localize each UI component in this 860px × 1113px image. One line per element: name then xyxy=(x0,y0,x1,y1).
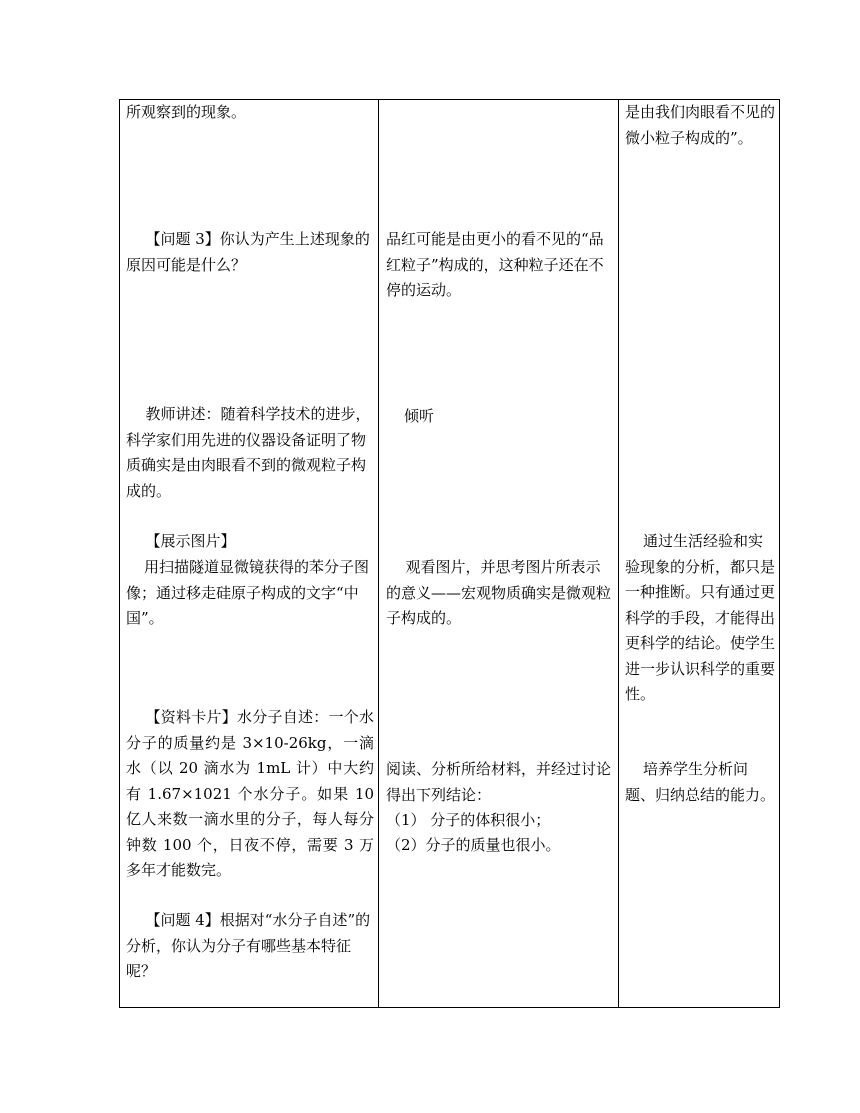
intent-middle: 通过生活经验和实验现象的分析，都只是一种推断。只有通过更科学的手段，才能得出更科学的结论。使学生进一步认识科学的重要性。 xyxy=(625,532,776,703)
show-picture-title: 【展示图片】 xyxy=(145,532,236,550)
intent-bottom: 培养学生分析问题、归纳总结的能力。 xyxy=(625,760,776,804)
column-divider-2 xyxy=(618,99,619,1008)
intent-top: 是由我们肉眼看不见的微小粒子构成的”。 xyxy=(625,103,776,147)
conclusion-2: （2）分子的质量也很小。 xyxy=(386,836,561,854)
question-4: 【问题 4】根据对“水分子自述”的分析，你认为分子有哪些基本特征呢？ xyxy=(126,911,371,980)
observe-text: 所观察到的现象。 xyxy=(126,103,247,121)
observe-picture-text: 观看图片，并思考图片所表示的意义——宏观物质确实是微观粒子构成的。 xyxy=(386,558,612,627)
column-divider-1 xyxy=(378,99,379,1008)
show-picture-body: 用扫描隧道显微镜获得的苯分子图像；通过移走硅原子构成的文字“中国”。 xyxy=(126,558,370,627)
teacher-narration: 教师讲述：随着科学技术的进步，科学家们用先进的仪器设备证明了物质确实是由肉眼看不到的微观粒子构成的。 xyxy=(126,405,371,500)
conclusion-1: （1） 分子的体积很小； xyxy=(386,811,551,829)
read-analyze-text: 阅读、分析所给材料，并经过讨论得出下列结论： xyxy=(386,760,612,804)
question-3: 【问题 3】你认为产生上述现象的原因可能是什么？ xyxy=(126,230,370,274)
listen-text: 倾听 xyxy=(404,407,435,425)
data-card: 【资料卡片】水分子自述：一个水分子的质量约是 3×10-26kg，一滴水（以 20 滴水为 1mL 计）中大约有 1.67×1021 个水分子。如果 10 亿人来数一滴水里的分子，每人每分钟数 100 个，日夜不停，需要 3 万多年才能数完。 xyxy=(126,708,379,879)
answer-3: 品红可能是由更小的看不见的“品红粒子”构成的，这种粒子还在不停的运动。 xyxy=(386,230,604,299)
